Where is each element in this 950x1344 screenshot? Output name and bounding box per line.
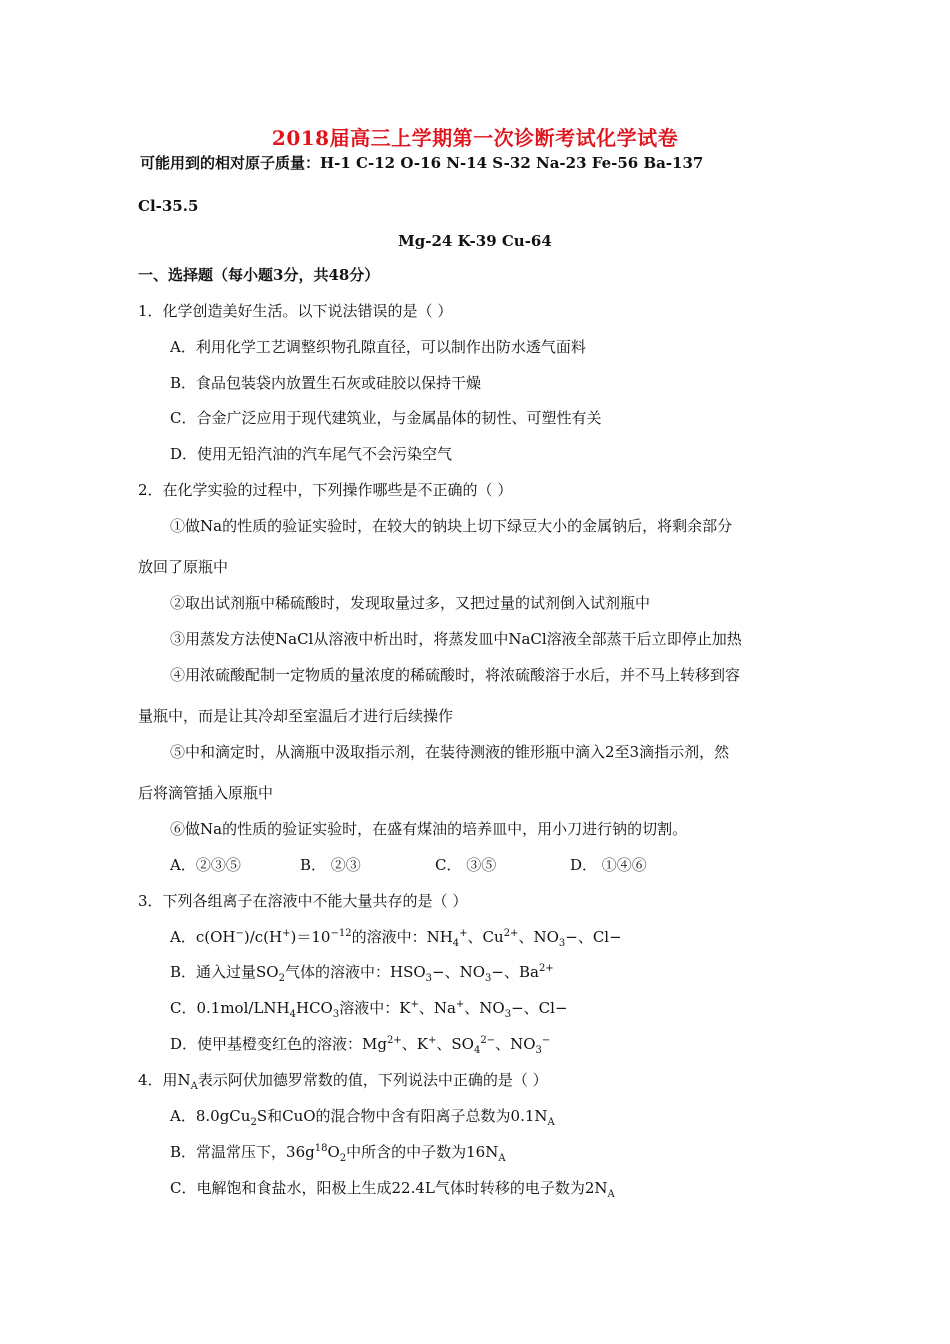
q2-statement-5a: ⑤中和滴定时，从滴瓶中汲取指示剂，在装待测液的锥形瓶中滴入2至3滴指示剂，然 bbox=[170, 743, 730, 761]
q2-statement-1a: ①做Na的性质的验证实验时，在较大的钠块上切下绿豆大小的金属钠后，将剩余部分 bbox=[170, 517, 733, 535]
q1-option-b: B．食品包装袋内放置生石灰或硅胶以保持干燥 bbox=[170, 374, 482, 392]
q2-statement-5b: 后将滴管插入原瓶中 bbox=[138, 784, 274, 802]
q3-stem: 3．下列各组离子在溶液中不能大量共存的是（ ） bbox=[138, 892, 468, 910]
section-heading: 一、选择题（每小题3分，共48分） bbox=[138, 266, 380, 284]
q4-option-a: A．8.0gCu$_2$S和CuO的混合物中含有阳离子总数为$0.1N_A$ bbox=[170, 1107, 555, 1128]
q3-option-a: A．$c(OH^-)/c(H^+)=10^{-12}$的溶液中：$NH_4^+$、$Cu^{2+}$、$NO_3-$、Cl− bbox=[170, 928, 622, 949]
q2-statement-6: ⑥做Na的性质的验证实验时，在盛有煤油的培养皿中，用小刀进行钠的切割。 bbox=[170, 820, 688, 838]
q1-option-c: C．合金广泛应用于现代建筑业，与金属晶体的韧性、可塑性有关 bbox=[170, 409, 602, 427]
q4-option-b: B．常温常压下，$36g^{18}O_2$中所含的中子数为$16N_A$ bbox=[170, 1143, 506, 1164]
q2-statement-4a: ④用浓硫酸配制一定物质的量浓度的稀硫酸时，将浓硫酸溶于水后，并不马上转移到容 bbox=[170, 666, 741, 684]
q3-option-d: D．使甲基橙变红色的溶液：$Mg^{2+}$、K+、$SO_4^{2-}$、$NO_3^-$ bbox=[170, 1035, 551, 1056]
q2-option-c: C． ③⑤ bbox=[435, 856, 497, 874]
q1-option-a: A．利用化学工艺调整织物孔隙直径，可以制作出防水透气面料 bbox=[170, 338, 586, 356]
atomic-masses-line-1: 可能用到的相对原子质量：H-1 C-12 O-16 N-14 S-32 Na-23 Fe-56 Ba-137 bbox=[140, 154, 704, 172]
q3-option-c: C．$0.1mol/LNH_4HCO_3$溶液中：K+、Na+、$NO_3-$、Cl− bbox=[170, 999, 568, 1020]
q3-option-b: B．通入过量$SO_2$气体的溶液中：$HSO_3-$、$NO_3-$、$Ba^{2+}$ bbox=[170, 963, 554, 984]
q1-option-d: D．使用无铅汽油的汽车尾气不会污染空气 bbox=[170, 445, 453, 463]
q2-option-d: D． ①④⑥ bbox=[570, 856, 647, 874]
q2-option-a: A．②③⑤ bbox=[170, 856, 241, 874]
q2-option-b: B． ②③ bbox=[300, 856, 361, 874]
atomic-masses-line-2: Cl-35.5 bbox=[138, 197, 199, 215]
q2-statement-1b: 放回了原瓶中 bbox=[138, 558, 229, 576]
q2-statement-4b: 量瓶中，而是让其冷却至室温后才进行后续操作 bbox=[138, 707, 454, 725]
q4-option-c: C．电解饱和食盐水，阳极上生成22.4L气体时转移的电子数为$2N_A$ bbox=[170, 1179, 615, 1200]
atomic-masses-line-3: Mg-24 K-39 Cu-64 bbox=[398, 232, 552, 250]
q2-stem: 2．在化学实验的过程中，下列操作哪些是不正确的（ ） bbox=[138, 481, 513, 499]
q4-stem: 4．用$N_A$表示阿伏加德罗常数的值，下列说法中正确的是（ ） bbox=[138, 1071, 548, 1092]
q2-statement-3: ③用蒸发方法使NaCl从溶液中析出时，将蒸发皿中NaCl溶液全部蒸干后立即停止加热 bbox=[170, 630, 742, 648]
page-title: 2018届高三上学期第一次诊断考试化学试卷 bbox=[271, 126, 679, 150]
q2-statement-2: ②取出试剂瓶中稀硫酸时，发现取量过多，又把过量的试剂倒入试剂瓶中 bbox=[170, 594, 651, 612]
q1-stem: 1．化学创造美好生活。以下说法错误的是（ ） bbox=[138, 302, 453, 320]
